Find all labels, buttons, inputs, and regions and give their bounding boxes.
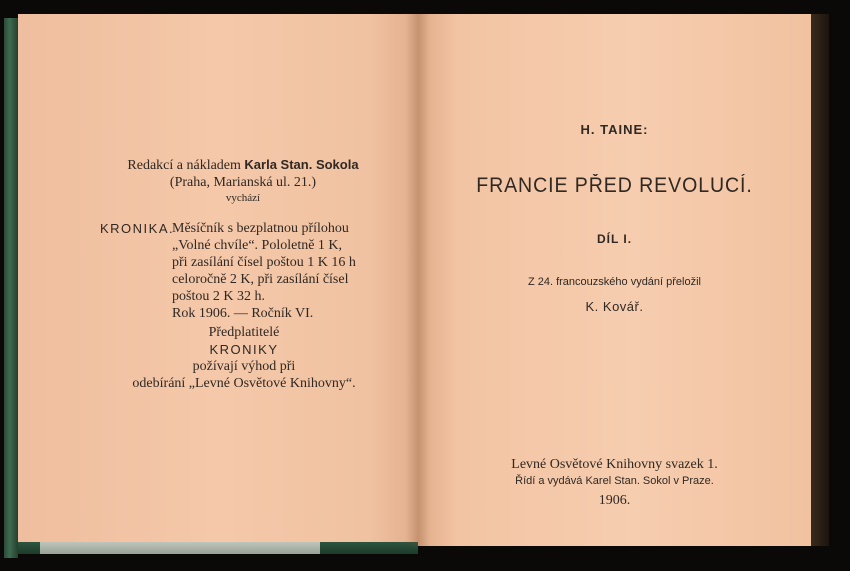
publisher-address: (Praha, Marianská ul. 21.) <box>169 175 317 190</box>
book-right-edge <box>811 14 829 546</box>
subscribers-kroniky: KRONIKY <box>209 342 279 357</box>
publication-year: 1906. <box>598 493 631 508</box>
kronika-desc-line: poštou 2 K 32 h. <box>172 289 265 304</box>
editor-line: Řídí a vydává Karel Stan. Sokol v Praze. <box>515 475 714 487</box>
subscribers-line-2: odebírání „Levné Osvětové Knihovny“. <box>132 376 356 391</box>
translation-note: Z 24. francouzského vydání přeložil <box>527 276 702 288</box>
volume-label: DÍL I. <box>596 232 633 246</box>
subscribers-line-1 <box>84 324 404 375</box>
publisher-name: Karla Stan. Sokola <box>244 157 359 172</box>
kronika-desc-line: Rok 1906. — Ročník VI. <box>172 306 314 321</box>
translator: K. Kovář. <box>585 299 644 314</box>
right-page <box>418 14 811 546</box>
subscribers-block <box>84 324 404 392</box>
subscribers-prefix: Předplatitelé <box>208 325 280 340</box>
kronika-description <box>172 220 402 322</box>
left-page <box>18 14 418 542</box>
kronika-name: KRONIKA. <box>100 221 175 236</box>
publisher-line-1 <box>88 156 398 174</box>
tape-strip <box>40 542 320 554</box>
kronika-desc-line: při zasílání čísel poštou 1 K 16 h <box>172 255 356 270</box>
book-title: FRANCIE PŘED REVOLUCÍ. <box>476 174 753 197</box>
kronika-desc-line: celoročně 2 K, při zasílání čísel <box>172 272 349 287</box>
publisher-prefix: Redakcí a nákladem <box>127 158 241 173</box>
series-line: Levné Osvětové Knihovny svazek 1. <box>511 457 718 472</box>
kronika-desc-line: „Volné chvíle“. Pololetně 1 K, <box>172 238 343 253</box>
book-binding <box>4 18 18 558</box>
kronika-desc-line: Měsíčník s bezplatnou přílohou <box>172 221 349 236</box>
publisher-vychazi: vychází <box>225 192 261 204</box>
page-gutter <box>406 14 430 546</box>
publisher-block <box>88 156 398 205</box>
subscribers-suffix: požívají výhod při <box>192 359 296 374</box>
author: H. TAINE: <box>580 122 649 137</box>
